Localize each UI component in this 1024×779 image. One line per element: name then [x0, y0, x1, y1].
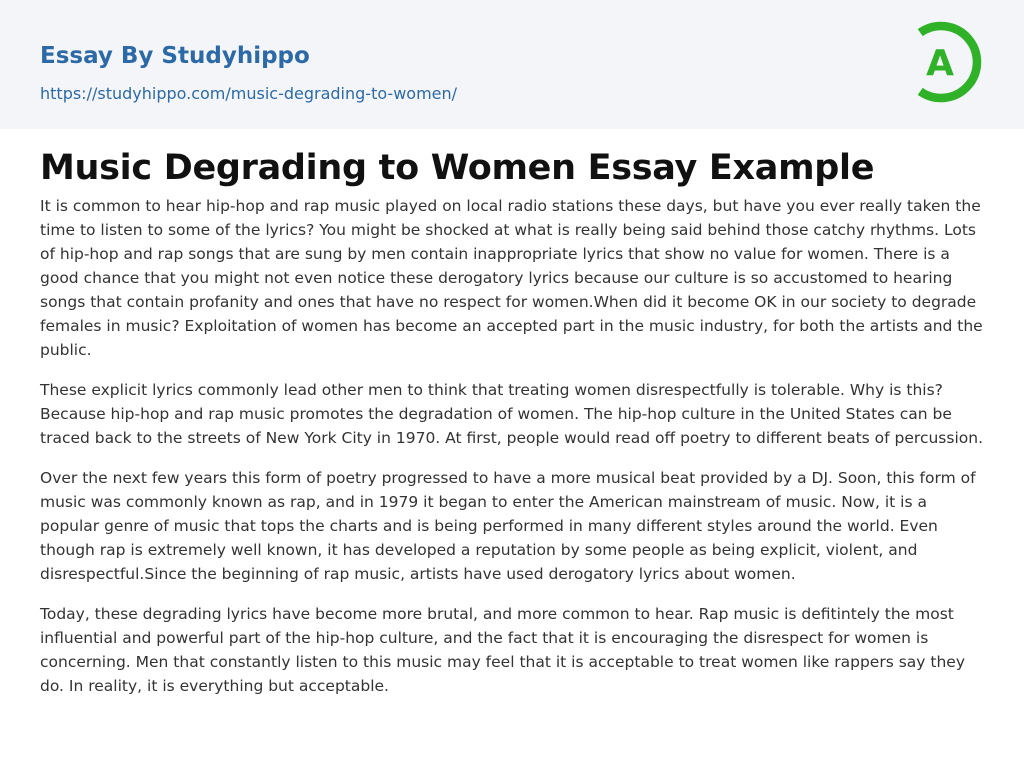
essay-title: Music Degrading to Women Essay Example: [40, 148, 875, 188]
logo-letter: A: [926, 43, 954, 84]
essay-paragraph: Over the next few years this form of poetry progressed to have a more musical beat provided by a DJ. Soon, this form of music was commonly known as rap, and in 1979 it began to enter the American mainstream of music. Now, it is a popular genre of music that tops the charts and is being performed in many different styles around the world. Even though rap is extremely well known, it has developed a reputation by some people as being explicit, violent, and disrespectful.Since the beginning of rap music, artists have used derogatory lyrics about women.: [40, 469, 976, 583]
site-brand[interactable]: Essay By Studyhippo: [40, 43, 310, 69]
essay-paragraph: Today, these degrading lyrics have become more brutal, and more common to hear. Rap music is defitintely the most influential and powerful part of the hip-hop culture, and the fact that it is encouraging the disrespect for women is concerning. Men that constantly listen to this music may feel that it is acceptable to treat women like rappers say they do. In reality, it is everything but acceptable.: [40, 605, 965, 695]
essay-paragraph: It is common to hear hip-hop and rap music played on local radio stations these days, but have you ever really taken the time to listen to some of the lyrics? You might be shocked at what is really being said behind those catchy rhythms. Lots of hip-hop and rap songs that are sung by men contain inappropriate lyrics that show no value for women. There is a good chance that you might not even notice these derogatory lyrics because our culture is so accustomed to hearing songs that contain profanity and ones that have no respect for women.When did it become OK in our society to degrade females in music? Exploitation of women has become an accepted part in the music industry, for both the artists and the public.: [40, 197, 983, 359]
source-url-link[interactable]: https://studyhippo.com/music-degrading-to-women/: [40, 84, 458, 103]
studyhippo-logo-icon[interactable]: [909, 18, 989, 106]
site-header: [0, 0, 1024, 129]
essay-paragraph: These explicit lyrics commonly lead other men to think that treating women disrespectfully is tolerable. Why is this? Because hip-hop and rap music promotes the degradation of women. The hip-hop culture in the United States can be traced back to the streets of New York City in 1970. At first, people would read off poetry to different beats of percussion.: [40, 381, 983, 447]
essay-body: [40, 194, 985, 714]
